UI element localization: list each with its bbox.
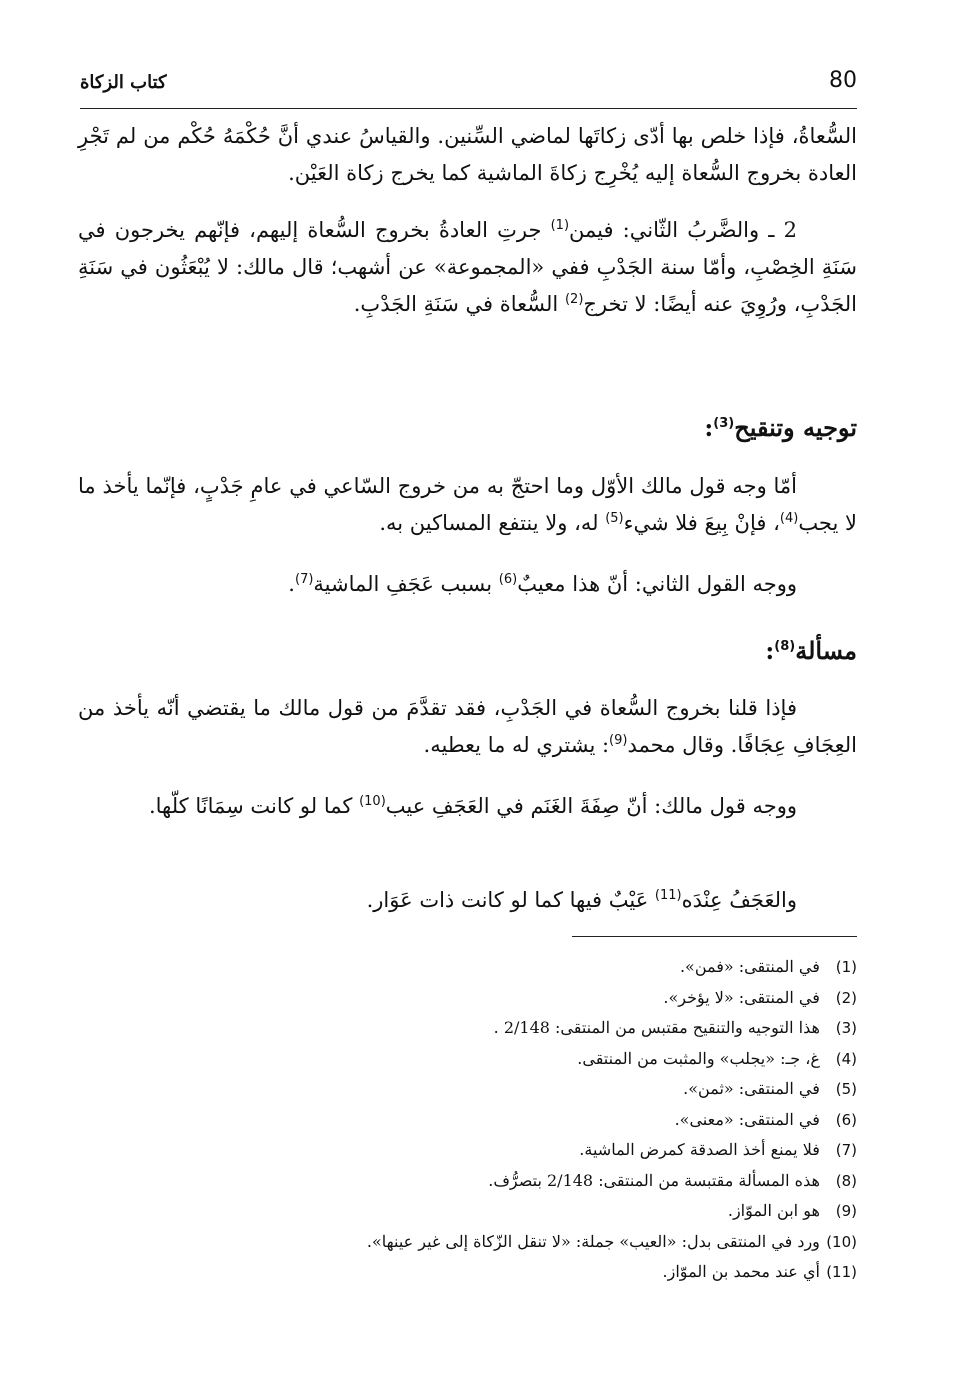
footnote-number: (11) (826, 1263, 857, 1281)
footnote-item (200, 1044, 857, 1075)
footnote-item (200, 1013, 857, 1044)
footnote-ref-11[interactable]: (11) (654, 888, 682, 903)
footnote-text: في المنتقى: «لا يؤخر». (663, 987, 820, 1007)
heading-colon: : (765, 636, 775, 665)
footnote-item (200, 952, 857, 983)
footnote-number: (8) (835, 1171, 857, 1190)
footnote-item (200, 1074, 857, 1105)
heading-colon: : (704, 413, 714, 442)
running-title: كتاب الزكاة (80, 72, 167, 93)
footnote-ref-1[interactable]: (1) (550, 218, 570, 233)
paragraph-4 (78, 566, 857, 603)
paragraph-3-part-b: ، فإنْ بِيعَ فلا شيء (623, 511, 780, 535)
paragraph-3-part-c: له، ولا ينتفع المساكين به. (379, 511, 606, 535)
paragraph-3 (78, 468, 857, 542)
page-header (80, 64, 857, 109)
paragraph-2-part-a: 2 ـ والضَّربُ الثّاني: فيمن (569, 218, 797, 242)
paragraph-6-part-b: كما لو كانت سِمَانًا كلّها. (148, 794, 360, 818)
paragraph-1 (78, 118, 857, 192)
footnote-divider (572, 936, 857, 937)
paragraph-3-part-a: أمّا وجه قول مالك الأوّل وما احتجّ به من خروج السّاعي في عامِ جَدْبٍ، فإنّما يأخذ ما لا يجب (78, 474, 857, 535)
paragraph-7 (78, 882, 857, 919)
footnote-text: هذا التوجيه والتنقيح مقتبس من المنتقى: 2/148 . (493, 1018, 820, 1037)
footnote-item (200, 1257, 857, 1288)
paragraph-6-part-a: ووجه قول مالك: أنّ صِفَةَ الغَنَم في العَجَفِ عيب (385, 794, 797, 818)
heading-text: توجيه وتنقيح (734, 413, 857, 442)
paragraph-5-part-b: : يشتري له ما يعطيه. (423, 733, 610, 757)
footnote-ref-3[interactable]: (3) (713, 416, 735, 431)
footnote-text: في المنتقى: «معنى». (674, 1109, 820, 1129)
section-heading-tawjih (704, 413, 857, 442)
footnote-text: ورد في المنتقى بدل: «العيب» جملة: «لا تنقل الزّكاة إلى غير عينها». (366, 1231, 820, 1251)
footnote-number: (9) (835, 1202, 857, 1220)
footnote-number: (5) (835, 1080, 857, 1098)
footnote-ref-2[interactable]: (2) (564, 292, 584, 307)
paragraph-7-part-b: عَيْبٌ فيها كما لو كانت ذات عَوَار. (366, 888, 655, 912)
paragraph-7-part-a: والعَجَفُ عِنْدَه (681, 888, 797, 912)
paragraph-4-part-b: بسبب عَجَفِ الماشية (313, 572, 499, 596)
footnote-item (200, 1227, 857, 1258)
paragraph-2-part-c: السُّعاة في سَنَةِ الجَدْبِ. (353, 292, 565, 316)
paragraph-6 (78, 788, 857, 825)
footnote-number: (7) (835, 1141, 857, 1159)
paragraph-4-part-c: . (288, 572, 295, 596)
paragraph-2-part-b: جرتِ العادةُ بخروج السُّعاة إليهم، فإنّهم يخرجون في سَنَةِ الخِصْبِ، وأمّا سنة الجَدْبِ ففي «المجموعة» عن أشهب؛ قال مالك: لا يُبْعَثُون في سَنَةِ الجَدْبِ، ورُوِيَ عنه أيضًا: لا تخرج (78, 218, 857, 316)
footnote-ref-10[interactable]: (10) (359, 794, 386, 809)
footnote-number: (10) (826, 1232, 857, 1251)
footnote-number: (3) (835, 1019, 857, 1037)
paragraph-1-text: السُّعاةُ، فإذا خلص بها أدّى زكاتَها لماضي السِّنين. والقياسُ عندي أنَّ حُكْمَهُ حُكْم من لم تَجْرِ العادة بخروج السُّعاة إليه يُخْرِج زكاةَ الماشية كما يخرج زكاة العَيْن. (78, 124, 857, 185)
paragraph-4-part-a: ووجه القول الثاني: أنّ هذا معيبٌ (517, 572, 797, 596)
footnote-ref-8[interactable]: (8) (774, 639, 796, 654)
footnote-number: (4) (835, 1049, 857, 1068)
footnote-text: في المنتقى: «فمن». (679, 957, 820, 976)
footnote-text: في المنتقى: «ثمن». (683, 1079, 820, 1098)
footnote-ref-5[interactable]: (5) (605, 511, 624, 526)
footnote-text: أي عند محمد بن الموّاز. (662, 1262, 820, 1281)
footnote-item (200, 1166, 857, 1197)
footnote-item (200, 1105, 857, 1136)
footnote-text: هو ابن الموّاز. (727, 1201, 820, 1220)
footnote-item (200, 1196, 857, 1227)
footnote-ref-4[interactable]: (4) (779, 511, 799, 526)
footnote-text: غ، جـ: «يجلب» والمثبت من المنتقى. (577, 1048, 820, 1068)
page-number: 80 (829, 68, 857, 93)
footnote-item (200, 1135, 857, 1166)
footnote-item (200, 983, 857, 1014)
paragraph-5 (78, 690, 857, 764)
footnote-number: (1) (835, 958, 857, 976)
footnote-ref-7[interactable]: (7) (294, 572, 314, 587)
footnote-ref-9[interactable]: (9) (609, 733, 628, 748)
section-heading-masala (765, 636, 857, 665)
footnote-text: فلا يمنع أخذ الصدقة كمرض الماشية. (579, 1140, 820, 1159)
footnote-number: (2) (835, 988, 857, 1007)
footnote-text: هذه المسألة مقتبسة من المنتقى: 2/148 بتصرُّف. (488, 1170, 820, 1190)
footnote-number: (6) (835, 1110, 857, 1129)
footnote-ref-6[interactable]: (6) (498, 572, 518, 587)
paragraph-2 (78, 212, 857, 323)
heading-text: مسألة (795, 636, 857, 665)
footnotes-list (200, 952, 857, 1288)
paragraph-5-part-a: فإذا قلنا بخروج السُّعاة في الجَدْبِ، فقد تقدَّمَ من قول مالك ما يقتضي أنّه يأخذ من العِجَافِ عِجَافًا. وقال محمد (78, 696, 857, 757)
